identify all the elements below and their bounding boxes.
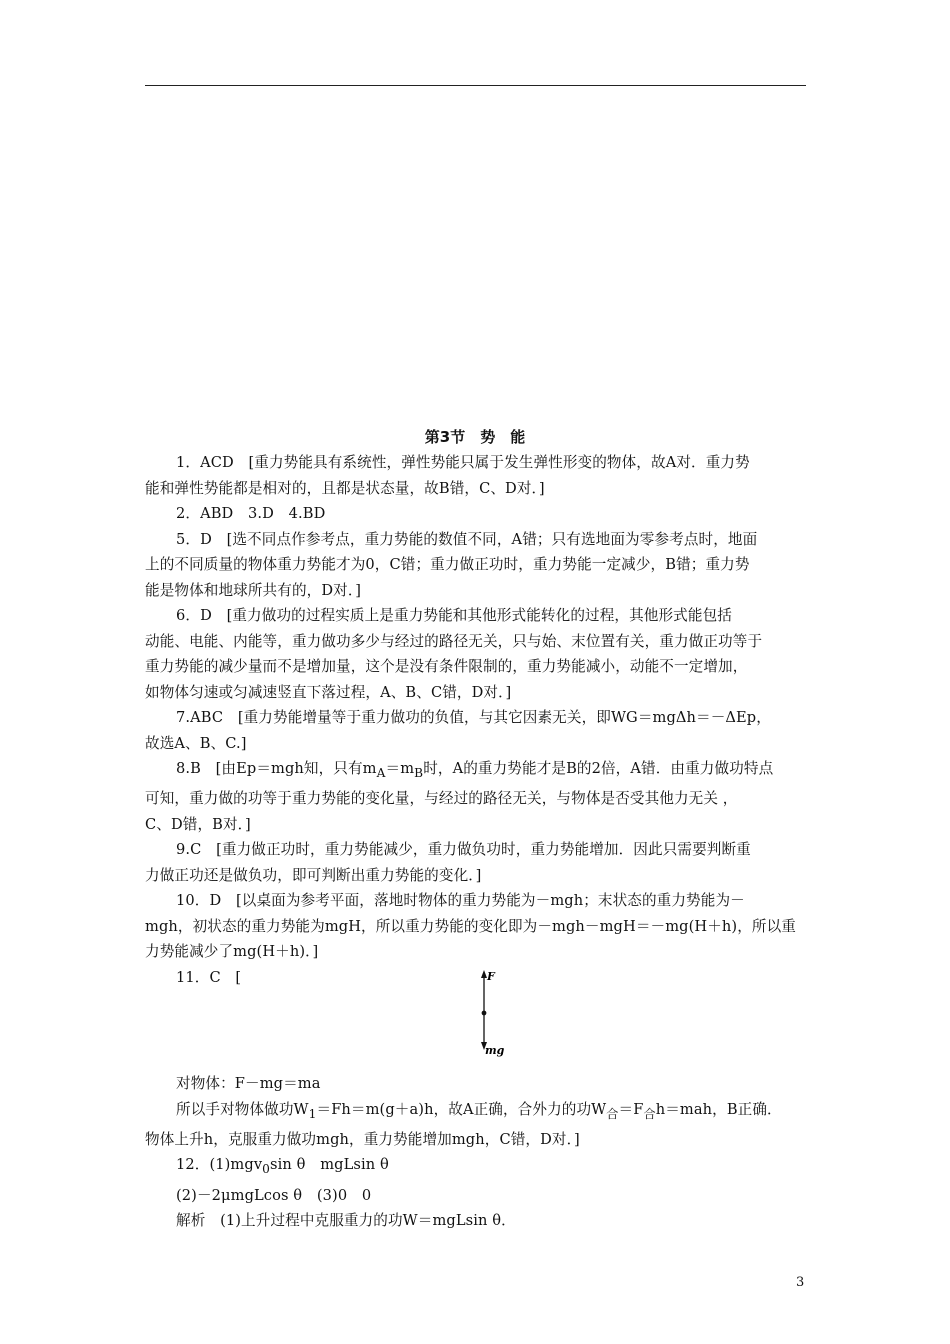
text-line: 所以手对物体做功$W_1=Fh=m(g+a)h$，故A正确，合外力的功$W_合=F_合h=mah$，B正确． <box>176 1100 782 1121</box>
text-line: 10．D [以桌面为参考平面，落地时物体的重力势能为－mgh；末状态的重力势能为－ <box>176 892 745 910</box>
text-line: 物体上升h，克服重力做功mgh，重力势能增加mgh，C错，D对．] <box>145 1130 580 1148</box>
text-line: 可知，重力做的功等于重力势能的变化量，与经过的路径无关，与物体是否受其他力无关 ， <box>145 790 738 808</box>
text-line: 力做正功还是做负功，即可判断出重力势能的变化．] <box>145 866 482 884</box>
header-rule <box>145 85 806 86</box>
force-label-f: F <box>487 970 495 983</box>
text-line: (2)－2μmgLcos θ (3)0 0 <box>176 1186 372 1204</box>
text-line: 重力势能的减少量而不是增加量，这个是没有条件限制的，重力势能减小，动能不一定增加， <box>145 658 748 675</box>
text-line: mgh，初状态的重力势能为mgH，所以重力势能的变化即为－mgh－mgH＝－mg(H＋h)，所以重 <box>145 917 796 935</box>
text-line: 11．C [ <box>176 968 242 986</box>
text-line: 12．(1)mgv$_0$sin θ mgLsin θ <box>176 1156 389 1177</box>
text-line: 6．D [重力做功的过程实质上是重力势能和其他形式能转化的过程，其他形式能包括 <box>176 607 732 624</box>
text-line: 5．D [选不同点作参考点，重力势能的数值不同，A错；只有选地面为零参考点时，地面 <box>176 530 758 548</box>
text-line: 解析 (1)上升过程中克服重力的功W＝mgLsin θ． <box>176 1212 516 1230</box>
text-line: 力势能减少了mg(H＋h)．] <box>145 943 319 961</box>
text-line: 8.B [由Ep＝mgh知，只有$m_A=m_B$时，A的重力势能才是B的2倍，A错．由重力做功特点 <box>176 760 774 780</box>
text-line: C、D错，B对．] <box>145 815 251 833</box>
answer-block-2 <box>145 1071 810 1234</box>
text-line: 1．ACD [重力势能具有系统性，弹性势能只属于发生弹性形变的物体，故A对．重力势 <box>176 454 750 471</box>
object-dot-icon <box>482 1011 487 1016</box>
force-diagram <box>476 968 516 1064</box>
text-line: 上的不同质量的物体重力势能才为0，C错；重力做正功时，重力势能一定减少，B错；重力势 <box>145 556 750 573</box>
text-line: 2．ABD 3.D 4.BD <box>176 505 326 522</box>
section-title: 第3节 势 能 <box>424 428 526 446</box>
text-line: 能和弹性势能都是相对的，且都是状态量，故B错，C、D对．] <box>145 479 545 497</box>
page-number: 3 <box>796 1275 805 1290</box>
force-label-mg: mg <box>485 1044 505 1057</box>
text-line: 如物体匀速或匀减速竖直下落过程，A、B、C错，D对．] <box>145 683 512 701</box>
text-line: 7.ABC [重力势能增量等于重力做功的负值，与其它因素无关，即WG＝mgΔh＝－ΔEp， <box>176 709 771 726</box>
answer-block-1 <box>145 450 810 990</box>
text-line: 动能、电能、内能等，重力做功多少与经过的路径无关，只与始、末位置有关，重力做正功等于 <box>145 632 763 650</box>
text-line: 能是物体和地球所共有的，D对．] <box>145 581 362 599</box>
text-line: 对物体：F－mg＝ma <box>176 1075 321 1092</box>
text-line: 故选A、B、C.] <box>145 734 247 752</box>
text-line: 9.C [重力做正功时，重力势能减少，重力做负功时，重力势能增加．因此只需要判断重 <box>176 841 751 859</box>
